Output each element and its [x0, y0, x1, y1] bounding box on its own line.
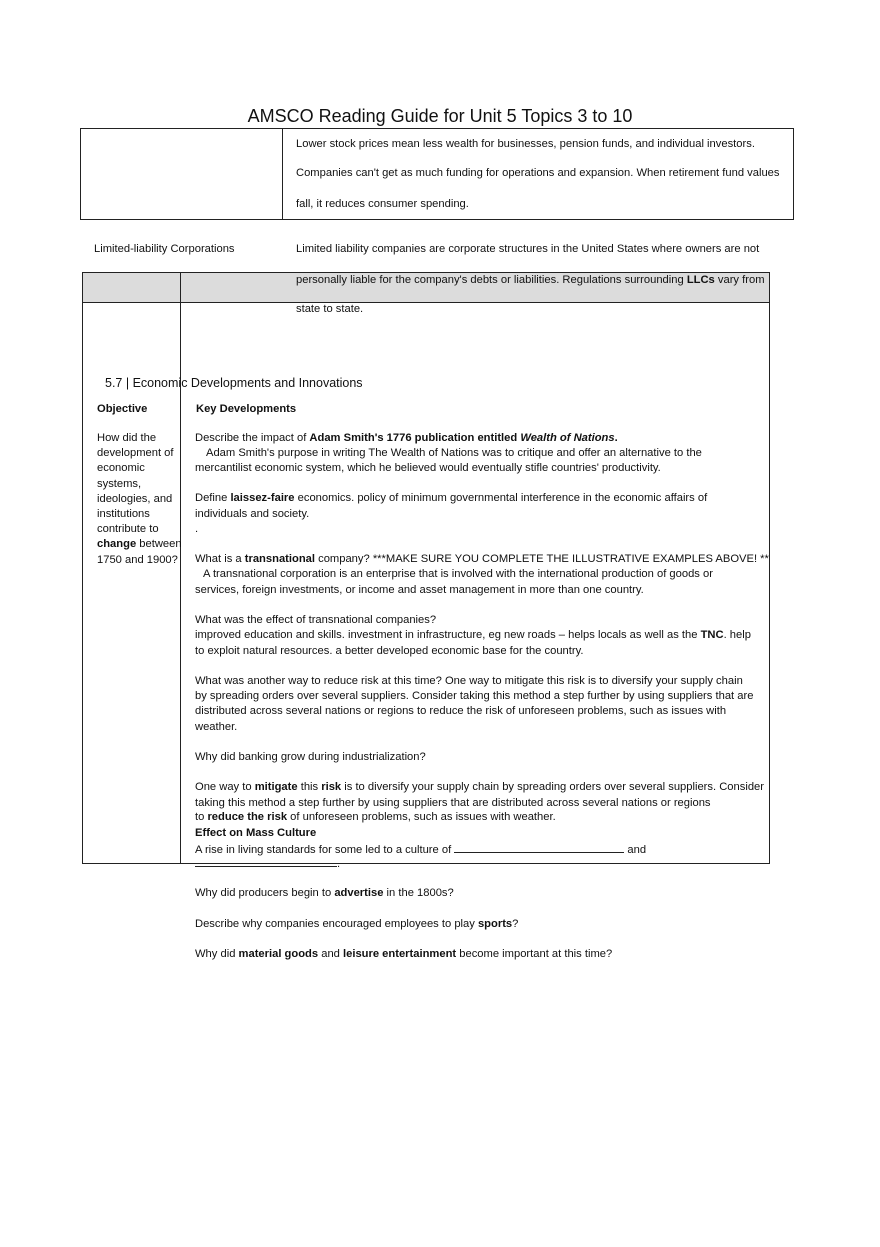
question-sports: Describe why companies encouraged employees to play sports?	[195, 918, 519, 930]
blank-field[interactable]	[454, 841, 624, 853]
llc-definition-line: personally liable for the company's debts or liabilities. Regulations surrounding LLCs vary from	[296, 274, 765, 286]
answer-line: .	[195, 523, 199, 535]
table-header-divider	[83, 302, 769, 303]
table-cell-line: Lower stock prices mean less wealth for businesses, pension funds, and individual investors.	[296, 138, 755, 150]
page-title: AMSCO Reading Guide for Unit 5 Topics 3 to 10	[247, 106, 633, 126]
table-column-divider	[180, 273, 181, 863]
question-transnational: What is a transnational company? ***MAKE SURE YOU COMPLETE THE ILLUSTRATIVE EXAMPLES ABOVE! **	[195, 553, 769, 565]
answer-line: by spreading orders over several suppliers. Consider taking this method a step further by using suppliers that are	[195, 690, 754, 702]
question-banking: Why did banking grow during industrialization?	[195, 751, 426, 763]
question-laissez-faire: Define laissez-faire economics. policy of minimum governmental interference in the economic affairs of	[195, 492, 708, 504]
fill-in-line: A rise in living standards for some led to a culture of and	[195, 841, 646, 858]
table-divider	[282, 129, 283, 219]
key-developments-header: Key Developments	[196, 403, 297, 415]
llc-definition-line: Limited liability companies are corporate structures in the United States where owners are not	[296, 243, 760, 255]
llc-definition-line: state to state.	[296, 303, 364, 315]
answer-line: One way to mitigate this risk is to diversify your supply chain by spreading orders over several suppliers. Consider	[195, 781, 764, 793]
answer-line: to exploit natural resources. a better developed economic base for the country.	[195, 645, 584, 657]
answer-line: Adam Smith's purpose in writing The Wealth of Nations was to critique and offer an alternative to the	[206, 447, 702, 459]
section-heading: 5.7 | Economic Developments and Innovations	[105, 376, 363, 390]
objective-header: Objective	[97, 403, 148, 415]
question-advertise: Why did producers begin to advertise in the 1800s?	[195, 887, 454, 899]
answer-line: mercantilist economic system, which he believed would eventually stifle countries' productivity.	[195, 462, 661, 474]
effect-mass-culture-heading: Effect on Mass Culture	[195, 827, 317, 839]
objective-text: How did the development of economic systems, ideologies, and institutions contribute to change between 1750 and 1900?	[97, 432, 182, 566]
answer-line: weather.	[195, 721, 238, 733]
answer-line: services, foreign investments, or income and asset management in more than one country.	[195, 584, 644, 596]
fill-in-line: .	[195, 855, 340, 872]
answer-line: improved education and skills. investment in infrastructure, eg new roads – helps locals as well as the TNC. help	[195, 629, 751, 641]
blank-field[interactable]	[195, 855, 337, 867]
table-cell-line: Companies can't get as much funding for operations and expansion. When retirement fund values	[296, 167, 780, 179]
question-reduce-risk: What was another way to reduce risk at this time? One way to mitigate this risk is to diversify your supply chain	[195, 675, 743, 687]
question-effect-transnational: What was the effect of transnational companies?	[195, 614, 437, 626]
llc-label: Limited-liability Corporations	[94, 243, 235, 255]
question-material-goods: Why did material goods and leisure entertainment become important at this time?	[195, 948, 613, 960]
answer-line: taking this method a step further by using suppliers that are distributed across several nations or regions	[195, 797, 711, 809]
table-cell-line: fall, it reduces consumer spending.	[296, 198, 469, 210]
answer-line: individuals and society.	[195, 508, 310, 520]
question-adam-smith: Describe the impact of Adam Smith's 1776 publication entitled Wealth of Nations.	[195, 432, 618, 444]
answer-line: to reduce the risk of unforeseen problems, such as issues with weather.	[195, 811, 556, 823]
answer-line: A transnational corporation is an enterprise that is involved with the international production of goods or	[203, 568, 713, 580]
answer-line: distributed across several nations or regions to reduce the risk of unforeseen problems, such as issues with	[195, 705, 727, 717]
